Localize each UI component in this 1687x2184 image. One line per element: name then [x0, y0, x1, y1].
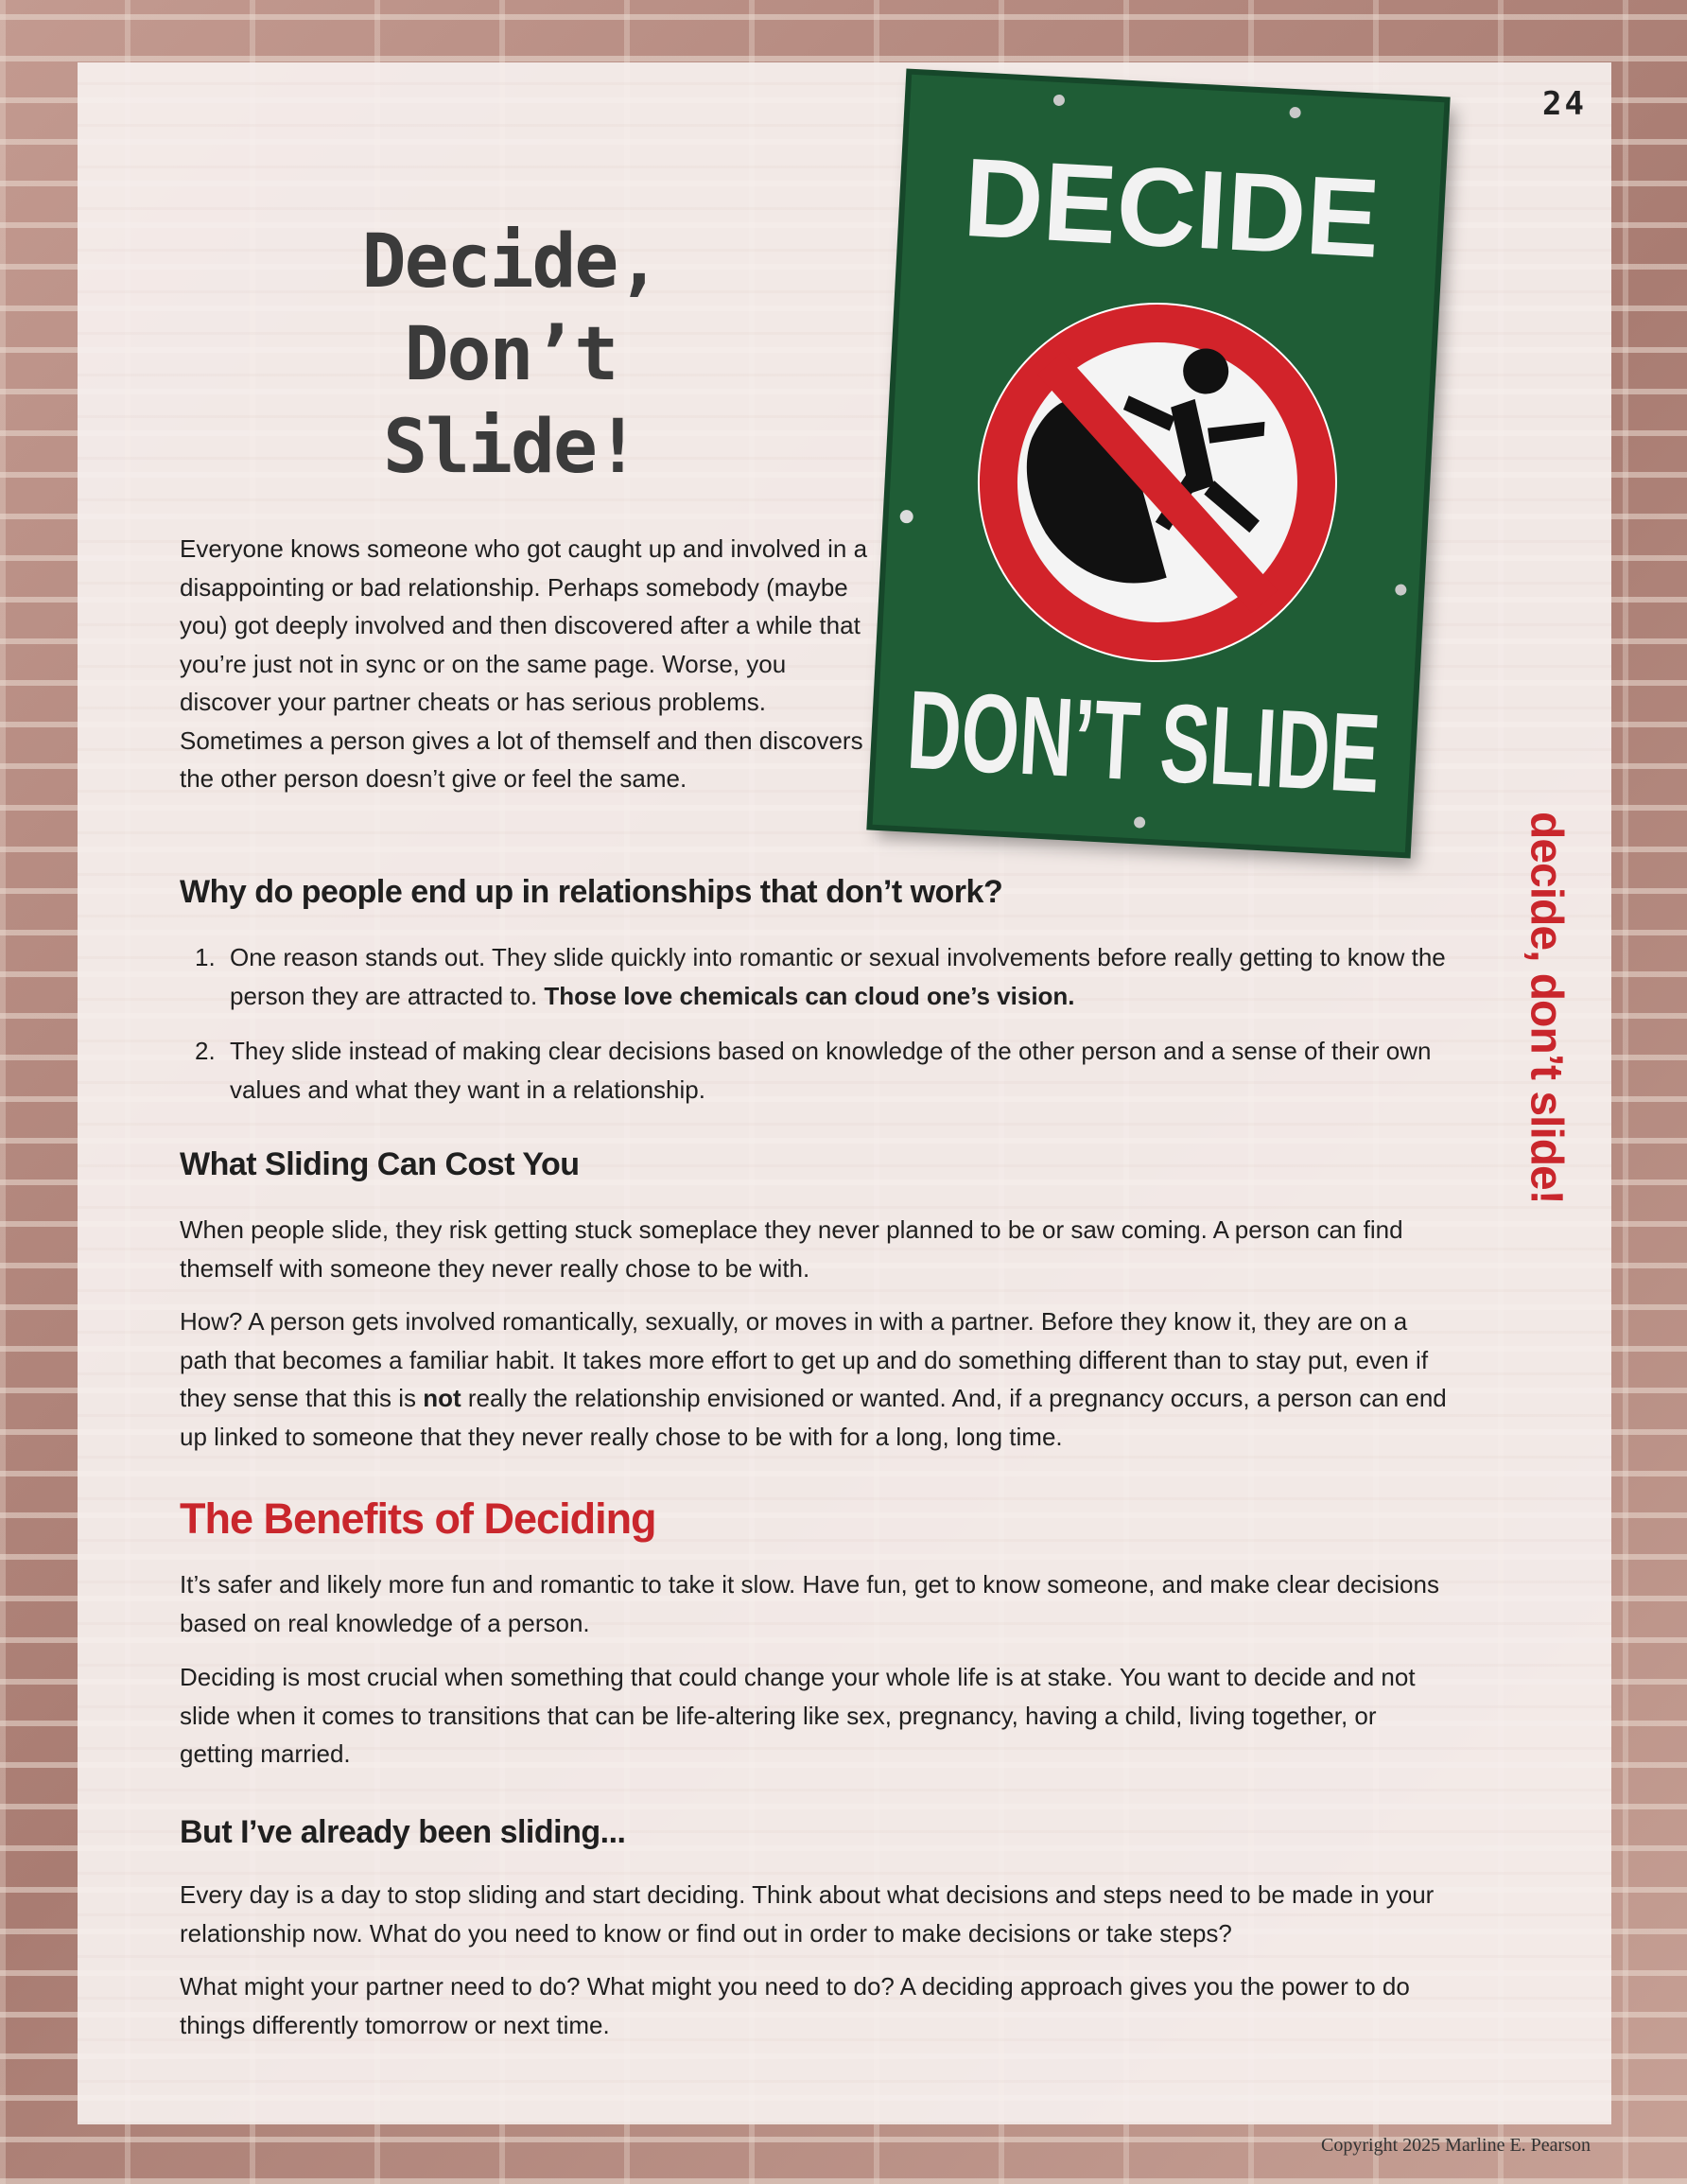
title-line-2: Don’t Slide! [383, 312, 638, 490]
sign-top-text: DECIDE [960, 134, 1389, 283]
cost-paragraph-1: When people slide, they risk getting stuck someplace they never planned to be or saw coming. A person can find themself with someone they never really chose to be with. [180, 1215, 1403, 1283]
sign-bottom-text: DON’T SLIDE [904, 667, 1617, 830]
list-item-bold-text: Those love chemicals can cloud one’s vision. [544, 981, 1075, 1010]
heading-already: But I’ve already been sliding... [180, 1814, 626, 1850]
list-item-text: They slide instead of making clear decisions based on knowledge of the other person and a sense of their own values and what they want in a relationship. [230, 1037, 1432, 1104]
cost-paragraph-2-end: really the relationship envisioned or wanted. And, if a pregnancy occurs, a person can end up linked to someone that they never really chose to be with for a long, long time. [180, 1384, 1447, 1451]
already-paragraph-1: Every day is a day to stop sliding and start deciding. Think about what decisions and steps need to be made in your relationship now. What do you need to know or find out in order to make decisions or take steps? [180, 1880, 1435, 1948]
list-item [180, 1032, 1447, 1109]
reasons-list [180, 938, 1447, 1126]
side-label [1504, 812, 1589, 1209]
cost-paragraph-2 [180, 1302, 1447, 1456]
benefits-paragraph-1: It’s safer and likely more fun and romantic to take it slow. Have fun, get to know someone, and make clear decisions based on real knowledge of a person. [180, 1570, 1439, 1637]
page-number: 24 [1542, 85, 1587, 123]
heading-benefits: The Benefits of Deciding [180, 1494, 656, 1543]
cost-paragraph-2-bold: not [423, 1384, 461, 1412]
side-label-text: decide, don’t slide! [1521, 812, 1572, 1204]
benefits-paragraph-2: Deciding is most crucial when something that could change your whole life is at stake. You want to decide and not slide when it comes to transitions that can be life-altering like sex, pregnancy, having a child, living together, or getting married. [180, 1663, 1416, 1768]
list-item-text: One reason stands out. They slide quickly into romantic or sexual involvements before really getting to know the person they are attracted to. [230, 943, 1446, 1010]
cost-paragraph-2-start: How? A person gets involved romantically, sexually, or moves in with a partner. Before they know it, they are on a path that becomes a familiar habit. It takes more effort to get up and do something different than to stay put, even if they sense that this is [180, 1307, 1429, 1412]
heading-why: Why do people end up in relationships that don’t work? [180, 874, 1003, 910]
list-item-number: 1. [195, 943, 216, 971]
heading-cost: What Sliding Can Cost You [180, 1146, 580, 1182]
list-item [180, 938, 1447, 1015]
copyright-notice: Copyright 2025 Marline E. Pearson [1321, 2135, 1591, 2156]
list-item-number: 2. [195, 1037, 216, 1065]
already-paragraph-2: What might your partner need to do? What might you need to do? A deciding approach gives you the power to do things differently tomorrow or next time. [180, 1972, 1410, 2039]
page-title [274, 216, 747, 494]
intro-paragraph: Everyone knows someone who got caught up and involved in a disappointing or bad relationship. Perhaps somebody (maybe you) got deeply involved and then discovered after a while that you’re just not in sync or on the same page. Worse, you discover your partner cheats or has serious problems. Sometimes a person gives a lot of themself and then discovers the other person doesn’t give or feel the same. [180, 534, 868, 793]
title-line-1: Decide, [361, 219, 660, 305]
